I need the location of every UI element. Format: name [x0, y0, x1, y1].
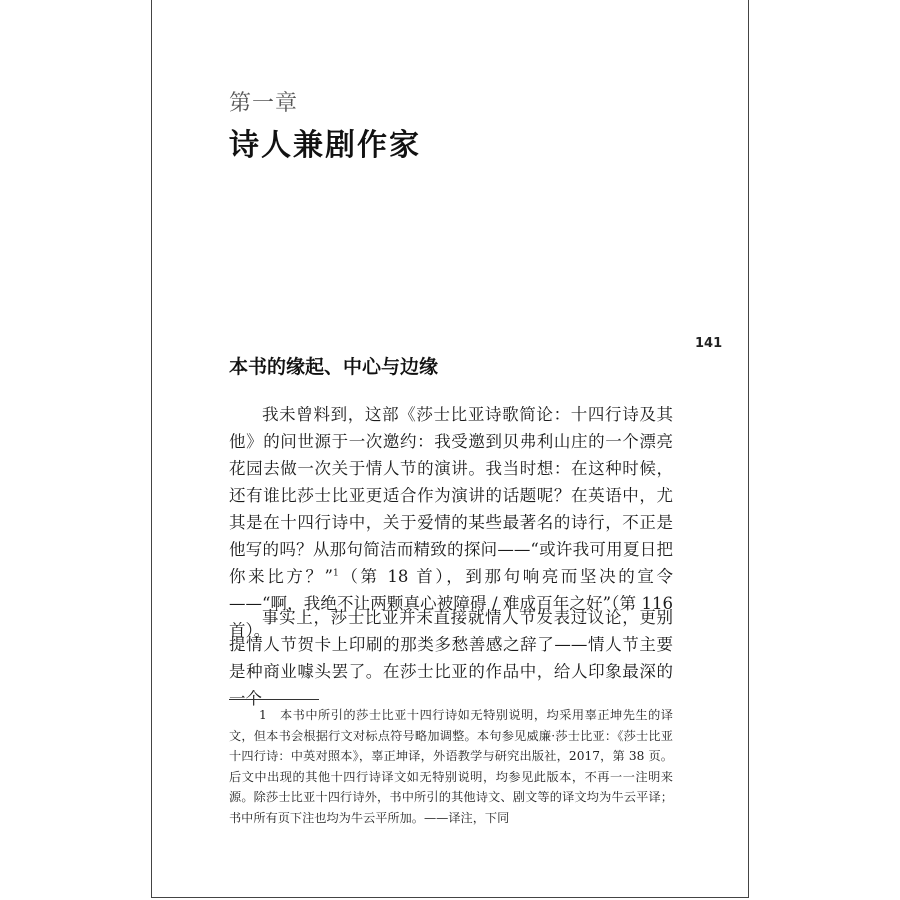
- footnote: [229, 705, 673, 828]
- paragraph-1-text: 我未曾料到，这部《莎士比亚诗歌简论：十四行诗及其他》的问世源于一次邀约：我受邀到贝弗利山庄的一个漂亮花园去做一次关于情人节的演讲。我当时想：在这种时候，还有谁比莎士比亚更适合作为演讲的话题呢？在英语中，尤其是在十四行诗中，关于爱情的某些最著名的诗行，不正是他写的吗？从那句简洁而精致的探问——“或许我可用夏日把你来比方？”: [229, 405, 673, 586]
- paragraph-1-text-cont: （第 18 首），到那句响亮而坚决的宣令——“啊，我绝不让两颗真心被障碍 / 难成百年之好”（第 116 首）。: [229, 567, 673, 640]
- paragraph-2-text: 事实上，莎士比亚并未直接就情人节发表过议论，更别提情人节贺卡上印刷的那类多愁善感之辞了——情人节主要是种商业噱头罢了。在莎士比亚的作品中，给人印象最深的一个: [229, 608, 673, 708]
- footnote-reference: 1: [333, 568, 339, 579]
- chapter-label: 第一章: [229, 91, 299, 116]
- body-paragraph-2: [229, 604, 673, 712]
- chapter-title: 诗人兼剧作家: [229, 128, 421, 163]
- footnote-divider: [229, 699, 319, 700]
- footnote-text: 1 本书中所引的莎士比亚十四行诗如无特别说明，均采用辜正坤先生的译文，但本书会根据行文对标点符号略加调整。本句参见威廉·莎士比亚：《莎士比亚十四行诗：中英对照本》，辜正坤译，外语教学与研究出版社，2017，第 38 页。后文中出现的其他十四行诗译文如无特别说明，均参见此版本，不再一一注明来源。除莎士比亚十四行诗外，书中所引的其他诗文、剧文等的译文均为牛云平译；书中所有页下注也均为牛云平所加。——译注，下同: [229, 708, 673, 825]
- section-heading: 本书的缘起、中心与边缘: [229, 356, 439, 378]
- page-number: 141: [695, 336, 723, 351]
